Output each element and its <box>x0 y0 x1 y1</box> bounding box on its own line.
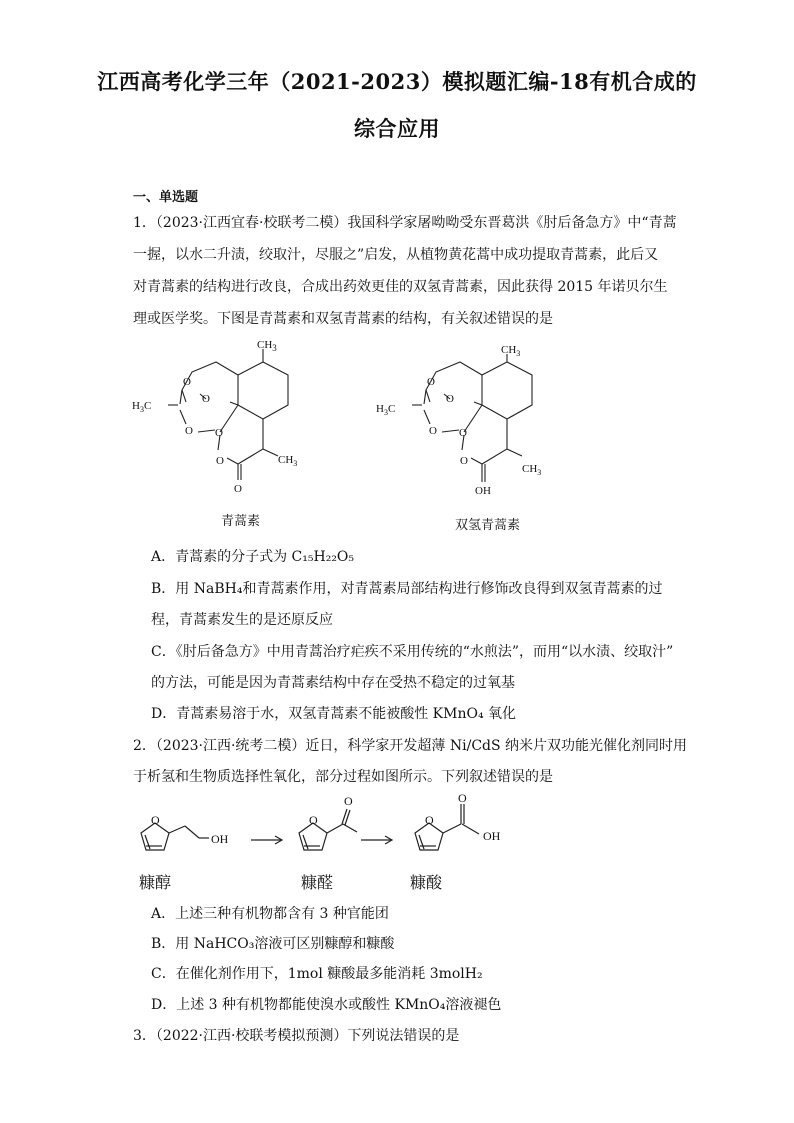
question-1-text: 一握，以水二升渍，绞取汁，尽服之”启发，从植物黄花蒿中成功提取青蒿素，此后又 <box>133 247 659 263</box>
oxygen-label: O <box>183 376 191 388</box>
methyl-label-left: $H_3C$ <box>132 400 152 414</box>
option-c-continued: 的方法，可能是因为青蒿素结构中存在受热不稳定的过氧基 <box>151 675 515 691</box>
dihydroartemisinin-structure <box>412 354 532 482</box>
option-b-continued: 程，青蒿素发生的是还原反应 <box>151 612 333 628</box>
oxygen-label: O <box>185 425 193 437</box>
ring-oxygen-label: O <box>309 813 318 827</box>
aldehyde-oxygen-label: O <box>344 794 353 808</box>
furan-reaction-figure <box>125 790 525 870</box>
option-b: B．用 NaHCO₃溶液可区别糠醇和糠酸 <box>151 936 395 952</box>
oxygen-label: O <box>216 455 224 467</box>
methyl-label-left: $H_3C$ <box>376 403 396 417</box>
artemisinin-structures-figure <box>120 332 540 537</box>
question-1-text: 理或医学奖。下图是青蒿素和双氢青蒿素的结构，有关叙述错误的是 <box>133 311 553 327</box>
option-a: A．上述三种有机物都含有 3 种官能团 <box>151 906 389 922</box>
option-d: D．上述 3 种有机物都能使溴水或酸性 KMnO₄溶液褪色 <box>151 997 502 1013</box>
carbonyl-oxygen-label: O <box>234 483 242 495</box>
option-c: C．《肘后备急方》中用青蒿治疗疟疾不采用传统的“水煎法”，而用“以水渍、绞取汁” <box>151 644 674 660</box>
question-2-text: 2．（2023·江西·统考二模）近日，科学家开发超薄 Ni/CdS 纳米片双功能光催化剂同时用 <box>133 738 688 754</box>
option-d: D．青蒿素易溶于水，双氢青蒿素不能被酸性 KMnO₄ 氧化 <box>151 706 517 722</box>
hydroxyl-label: OH <box>483 829 501 843</box>
question-3-text: 3．（2022·江西·校联考模拟预测）下列说法错误的是 <box>133 1028 460 1044</box>
compound-label-furoic-acid: 糠酸 <box>410 873 443 892</box>
methyl-label-top: $CH_3$ <box>501 344 521 358</box>
question-1-text: 对青蒿素的结构进行改良，合成出药效更佳的双氢青蒿素，因此获得 2015 年诺贝尔生 <box>133 279 668 295</box>
hydroxyl-label: OH <box>475 485 491 497</box>
section-heading: 一、单选题 <box>133 190 199 205</box>
oxygen-label: O <box>460 455 468 467</box>
carbonyl-oxygen-label: O <box>458 791 467 805</box>
compound-label-furfural: 糠醛 <box>301 873 334 892</box>
oxygen-label: O <box>446 393 454 405</box>
question-2-text: 于析氢和生物质选择性氧化，部分过程如图所示。下列叙述错误的是 <box>133 769 553 785</box>
compound-label-furfuryl-alcohol: 糠醇 <box>139 873 172 892</box>
oxygen-label: O <box>429 425 437 437</box>
ring-oxygen-label: O <box>425 813 434 827</box>
option-a: A．青蒿素的分子式为 C₁₅H₂₂O₅ <box>151 549 355 565</box>
oxygen-label: O <box>215 427 223 439</box>
option-c: C．在催化剂作用下，1mol 糠酸最多能消耗 3molH₂ <box>151 966 483 982</box>
hydroxyl-label: OH <box>211 832 229 846</box>
option-b: B．用 NaBH₄和青蒿素作用，对青蒿素局部结构进行修饰改良得到双氢青蒿素的过 <box>151 581 663 597</box>
artemisinin-structure <box>168 349 288 480</box>
methyl-label-right: $CH_3$ <box>522 463 542 477</box>
figure-caption-dihydroartemisinin: 双氢青蒿素 <box>455 518 521 533</box>
oxygen-label: O <box>202 393 210 405</box>
question-1-text: 1．（2023·江西宜春·校联考二模）我国科学家屠呦呦受东晋葛洪《肘后备急方》中“青蒿 <box>133 215 677 231</box>
figure-caption-artemisinin: 青蒿素 <box>221 514 261 529</box>
page-title: 江西高考化学三年（2021-2023）模拟题汇编-18有机合成的 <box>97 69 697 94</box>
page-title-line2: 综合应用 <box>354 116 440 141</box>
oxygen-label: O <box>459 427 467 439</box>
oxygen-label: O <box>427 376 435 388</box>
methyl-label-top: $CH_3$ <box>257 339 277 353</box>
ring-oxygen-label: O <box>151 813 160 827</box>
methyl-label-right: $CH_3$ <box>278 454 298 468</box>
